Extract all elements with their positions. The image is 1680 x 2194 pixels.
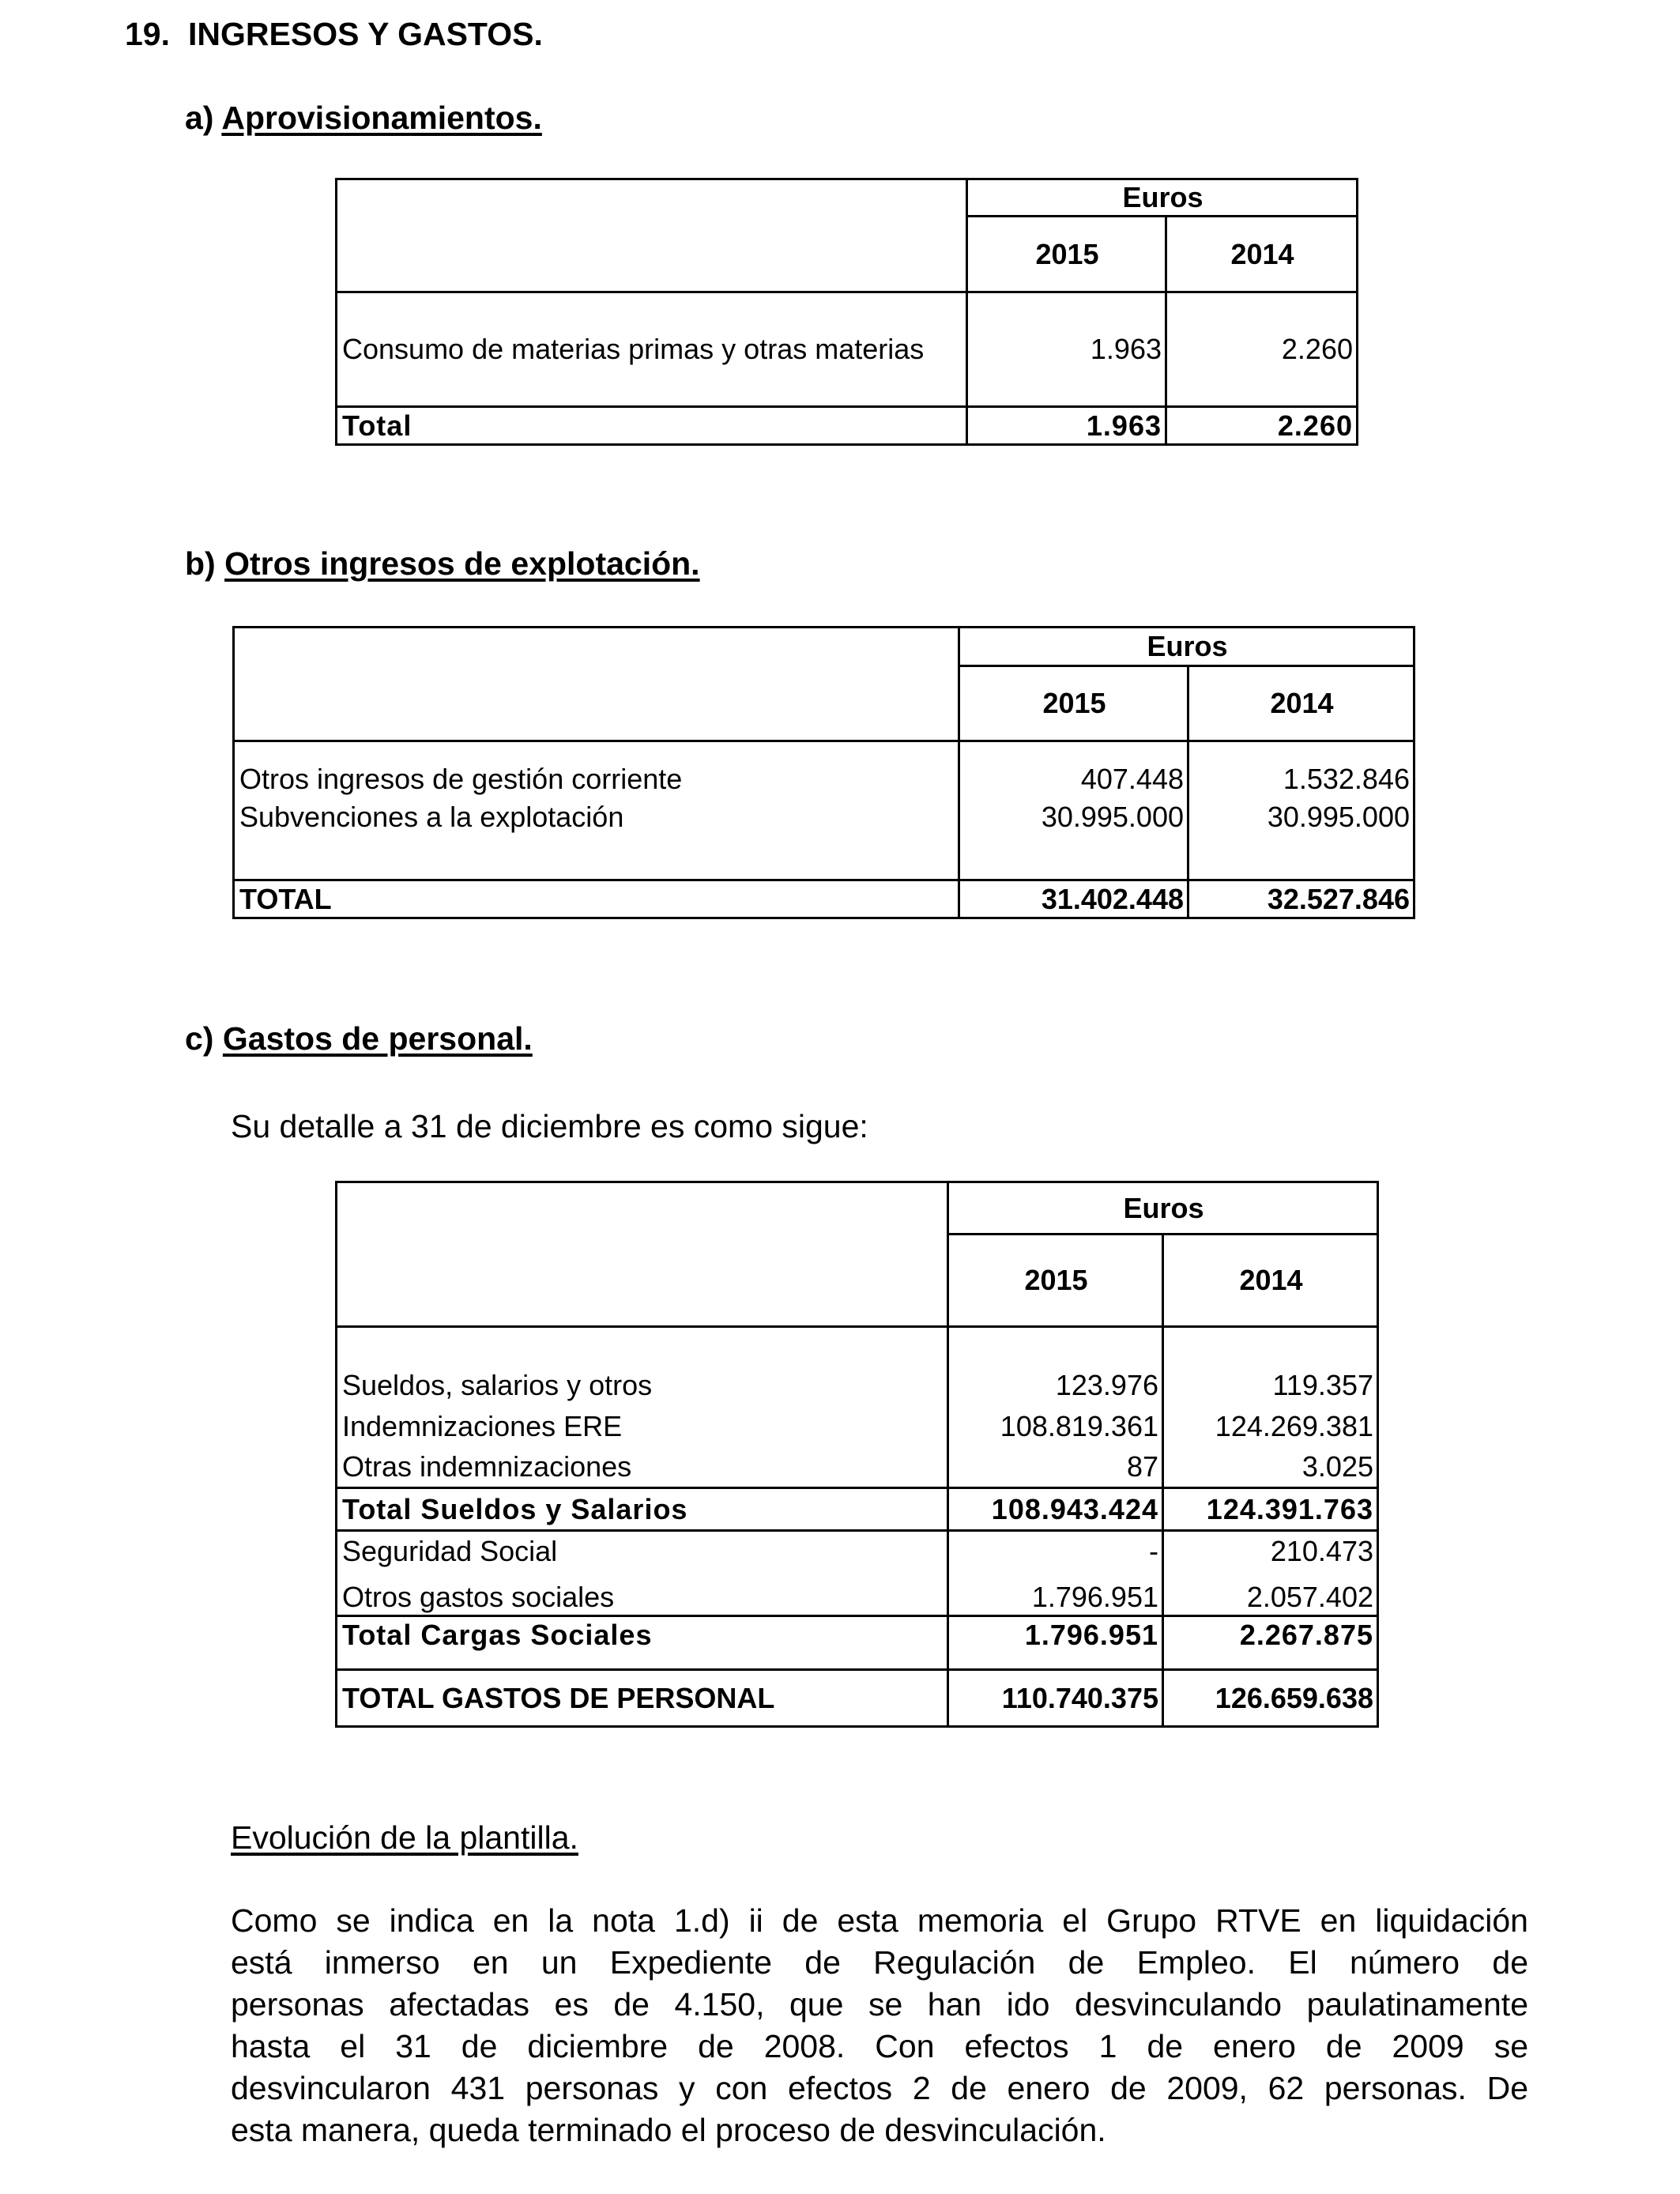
subtotal-value-2015: 108.943.424 — [948, 1488, 1163, 1531]
gastos-personal-table — [335, 1181, 1379, 1728]
total-label: Total — [337, 407, 967, 445]
row-label: Seguridad Social — [337, 1531, 948, 1572]
table-b-col-2014: 2014 — [1188, 666, 1414, 741]
table-c-col-2014: 2014 — [1163, 1235, 1378, 1327]
subsection-c-heading — [185, 1020, 533, 1057]
row-label: Indemnizaciones ERE — [337, 1406, 948, 1447]
total-label: TOTAL GASTOS DE PERSONAL — [337, 1670, 948, 1727]
table-row — [337, 1572, 1378, 1616]
table-a-col-2014: 2014 — [1166, 217, 1358, 292]
table-row — [234, 798, 1414, 836]
row-label: Sueldos, salarios y otros — [337, 1365, 948, 1406]
row-value-2015: 1.796.951 — [948, 1572, 1163, 1616]
row-value-2014: 2.057.402 — [1163, 1572, 1378, 1616]
subtotal-label: Total Cargas Sociales — [337, 1616, 948, 1654]
total-row — [337, 407, 1358, 445]
table-c-col-2015: 2015 — [948, 1235, 1163, 1327]
total-row — [337, 1670, 1378, 1727]
evolucion-title: Evolución de la plantilla. — [231, 1819, 578, 1856]
table-row — [337, 1365, 1378, 1406]
subsection-c-title: Gastos de personal. — [222, 1020, 533, 1057]
table-a-currency-header: Euros — [967, 179, 1358, 217]
subsection-b-letter: b) — [185, 545, 216, 582]
subsection-b-heading — [185, 545, 700, 582]
subsection-a-letter: a) — [185, 100, 214, 136]
total-value-2014: 32.527.846 — [1188, 880, 1414, 918]
section-heading — [125, 16, 543, 53]
row-value-2015: 407.448 — [959, 760, 1188, 798]
table-c-currency-header: Euros — [948, 1182, 1378, 1235]
total-value-2015: 110.740.375 — [948, 1670, 1163, 1727]
total-label: TOTAL — [234, 880, 959, 918]
subsection-b-title: Otros ingresos de explotación. — [224, 545, 700, 582]
table-c-blank-header — [337, 1182, 948, 1327]
row-value-2014: 119.357 — [1163, 1365, 1378, 1406]
otros-ingresos-table — [232, 626, 1415, 919]
row-value-2014: 30.995.000 — [1188, 798, 1414, 836]
table-row — [337, 1447, 1378, 1488]
paragraph-line: desvincularon 431 personas y con efectos 2 de enero de 2009, 62 personas. De — [231, 2070, 1528, 2106]
row-value-2014: 210.473 — [1163, 1531, 1378, 1572]
row-label: Otros gastos sociales — [337, 1572, 948, 1616]
row-value-2014: 124.269.381 — [1163, 1406, 1378, 1447]
table-row — [337, 1406, 1378, 1447]
row-value-2015: 108.819.361 — [948, 1406, 1163, 1447]
paragraph-line: hasta el 31 de diciembre de 2008. Con efectos 1 de enero de 2009 se — [231, 2028, 1528, 2064]
total-row — [234, 880, 1414, 918]
row-label: Otros ingresos de gestión corriente — [234, 760, 959, 798]
total-value-2014: 2.260 — [1166, 407, 1358, 445]
table-row — [337, 292, 1358, 407]
subsection-a-heading — [185, 100, 542, 137]
subsection-c-letter: c) — [185, 1020, 214, 1057]
total-value-2015: 31.402.448 — [959, 880, 1188, 918]
paragraph-line: personas afectadas es de 4.150, que se han ido desvinculando paulatinamente — [231, 1986, 1528, 2022]
subsection-a-title: Aprovisionamientos. — [221, 100, 542, 136]
table-a-col-2015: 2015 — [967, 217, 1166, 292]
paragraph-line: Como se indica en la nota 1.d) ii de esta memoria el Grupo RTVE en liquidación — [231, 1902, 1528, 1939]
row-label: Otras indemnizaciones — [337, 1447, 948, 1488]
subtotal-value-2015: 1.796.951 — [948, 1616, 1163, 1654]
subtotal-row — [337, 1488, 1378, 1531]
table-b-blank-header — [234, 628, 959, 741]
total-value-2014: 126.659.638 — [1163, 1670, 1378, 1727]
subtotal-value-2014: 2.267.875 — [1163, 1616, 1378, 1654]
subtotal-label: Total Sueldos y Salarios — [337, 1488, 948, 1531]
table-b-col-2015: 2015 — [959, 666, 1188, 741]
subtotal-row — [337, 1616, 1378, 1654]
table-a-blank-header — [337, 179, 967, 292]
section-title: INGRESOS Y GASTOS. — [188, 16, 543, 52]
paragraph-line: esta manera, queda terminado el proceso de desvinculación. — [231, 2112, 1106, 2148]
table-row — [234, 760, 1414, 798]
row-value-2014: 1.532.846 — [1188, 760, 1414, 798]
paragraph-line: está inmerso en un Expediente de Regulación de Empleo. El número de — [231, 1944, 1528, 1981]
row-value-2015: - — [948, 1531, 1163, 1572]
subtotal-value-2014: 124.391.763 — [1163, 1488, 1378, 1531]
row-value-2015: 1.963 — [967, 292, 1166, 407]
row-value-2015: 30.995.000 — [959, 798, 1188, 836]
evolucion-paragraph — [231, 1900, 1528, 2151]
row-value-2014: 3.025 — [1163, 1447, 1378, 1488]
row-label: Consumo de materias primas y otras materias — [337, 292, 967, 407]
row-value-2014: 2.260 — [1166, 292, 1358, 407]
row-value-2015: 87 — [948, 1447, 1163, 1488]
total-value-2015: 1.963 — [967, 407, 1166, 445]
aprovisionamientos-table — [335, 178, 1358, 446]
table-b-currency-header: Euros — [959, 628, 1414, 666]
row-value-2015: 123.976 — [948, 1365, 1163, 1406]
row-label: Subvenciones a la explotación — [234, 798, 959, 836]
table-row — [337, 1531, 1378, 1572]
gastos-intro-text: Su detalle a 31 de diciembre es como sigue: — [231, 1108, 868, 1144]
section-number: 19. — [125, 16, 170, 52]
